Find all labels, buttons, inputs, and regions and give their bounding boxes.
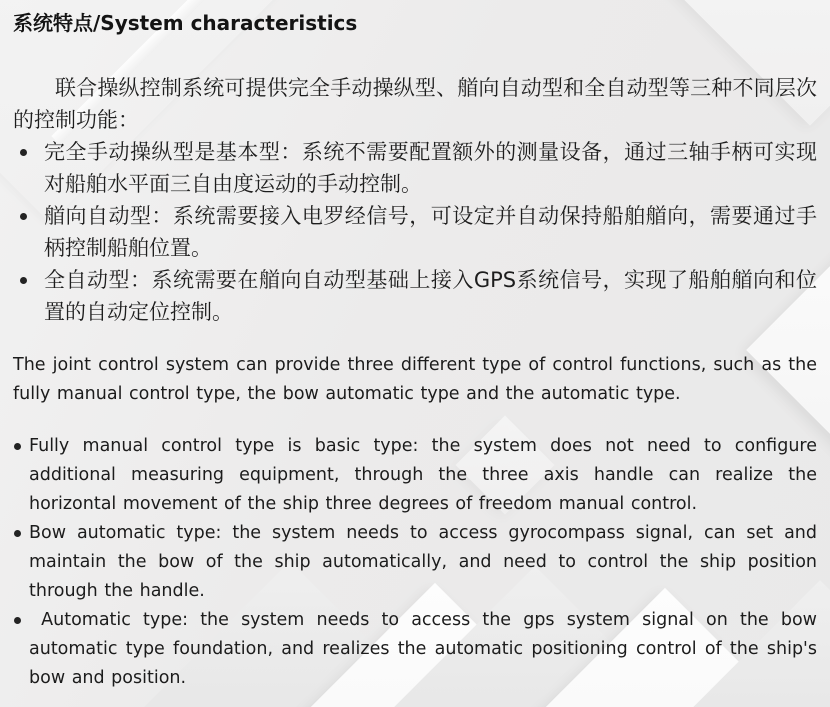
- en-bullet-item-3: [13, 606, 817, 693]
- en-bullet-item-1: [13, 432, 817, 519]
- en-bullet-text-2: Bow automatic type: the system needs to access gyrocompass signal, can set and maintain the bow of the ship automatically, and need to control the ship position through the handle.: [29, 523, 817, 601]
- bullet-dot-icon: [20, 213, 27, 220]
- bullet-dot-icon: [14, 530, 21, 537]
- bullet-dot-icon: [20, 149, 27, 156]
- zh-bullet-item-2: [13, 200, 817, 264]
- bullet-dot-icon: [14, 617, 21, 624]
- page-title: 系统特点/System characteristics: [13, 11, 358, 35]
- bullet-dot-icon: [14, 443, 21, 450]
- en-bullet-list: [13, 432, 817, 693]
- en-bullet-text-1: Fully manual control type is basic type: the system does not need to configure additional measuring equipment, through the three axis handle can realize the horizontal movement of the ship three degrees of freedom manual control.: [29, 436, 817, 514]
- zh-bullet-list: [13, 136, 817, 328]
- zh-bullet-item-1: [13, 136, 817, 200]
- en-bullet-text-3: Automatic type: the system needs to access the gps system signal on the bow automatic type foundation, and realizes the automatic positioning control of the ship's bow and position.: [29, 610, 817, 688]
- zh-intro-paragraph: 联合操纵控制系统可提供完全手动操纵型、艏向自动型和全自动型等三种不同层次的控制功能：: [13, 76, 817, 132]
- zh-bullet-item-3: [13, 264, 817, 328]
- zh-bullet-text-1: 完全手动操纵型是基本型：系统不需要配置额外的测量设备，通过三轴手柄可实现对船舶水平面三自由度运动的手动控制。: [44, 140, 817, 196]
- zh-bullet-text-3: 全自动型：系统需要在艏向自动型基础上接入GPS系统信号，实现了船舶艏向和位置的自动定位控制。: [44, 268, 817, 324]
- en-bullet-item-2: [13, 519, 817, 606]
- bullet-dot-icon: [20, 277, 27, 284]
- zh-bullet-text-2: 艏向自动型：系统需要接入电罗经信号，可设定并自动保持船舶艏向，需要通过手柄控制船舶位置。: [44, 204, 817, 260]
- en-intro-paragraph: The joint control system can provide three different type of control functions, such as the fully manual control type, the bow automatic type and the automatic type.: [13, 355, 817, 404]
